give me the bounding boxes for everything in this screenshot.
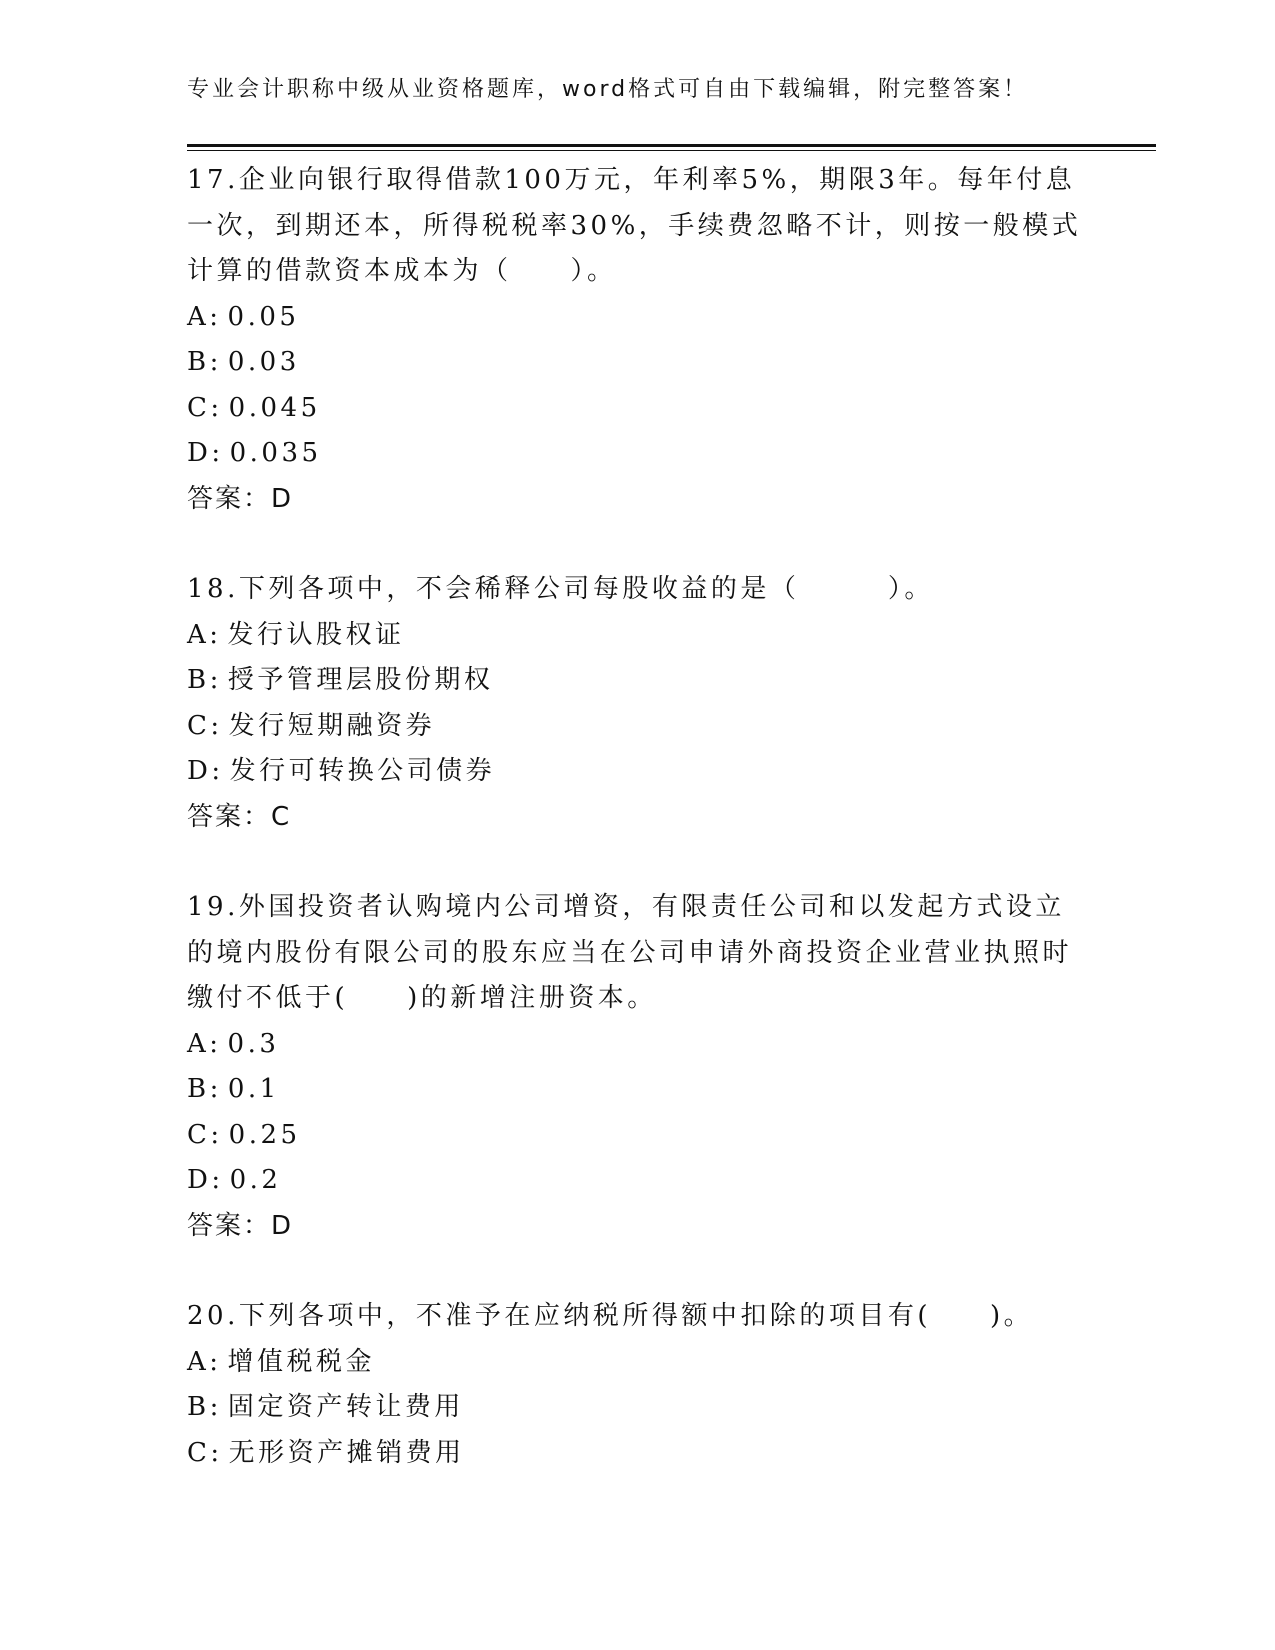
option-text: 0.1 bbox=[227, 1074, 280, 1104]
option-text: 发行短期融资券 bbox=[228, 710, 436, 741]
option-label: A bbox=[187, 619, 210, 650]
option-d: D: 0.2 bbox=[187, 1165, 282, 1195]
header-rule-thin bbox=[187, 150, 1156, 151]
option-label: A bbox=[187, 301, 210, 332]
option-a: A: 发行认股权证 bbox=[187, 619, 405, 650]
option-label: B bbox=[187, 665, 210, 695]
option-b: B: 0.03 bbox=[187, 347, 300, 377]
option-text: 授予管理层股份期权 bbox=[227, 665, 494, 695]
option-a: A: 0.3 bbox=[187, 1028, 280, 1059]
question-text: 20.下列各项中，不准予在应纳税所得额中扣除的项目有( )。 bbox=[187, 1301, 1034, 1331]
option-label: B bbox=[187, 1074, 210, 1104]
option-label: A bbox=[187, 1346, 210, 1377]
option-b: B: 0.1 bbox=[187, 1074, 280, 1104]
option-text: 0.03 bbox=[227, 347, 300, 377]
question-20 bbox=[187, 1294, 1087, 1476]
option-label: B bbox=[187, 347, 210, 377]
answer-text: 答案：D bbox=[187, 1210, 294, 1241]
answer-text: 答案：C bbox=[187, 801, 292, 832]
question-19 bbox=[187, 885, 1087, 1249]
option-text: 0.05 bbox=[227, 301, 300, 332]
option-d: D: 发行可转换公司债券 bbox=[187, 756, 496, 786]
option-label: C bbox=[187, 1119, 211, 1150]
option-c: C: 无形资产摊销费用 bbox=[187, 1437, 465, 1468]
option-b: B: 授予管理层股份期权 bbox=[187, 665, 494, 695]
option-text: 发行可转换公司债券 bbox=[229, 756, 496, 786]
option-c: C: 0.25 bbox=[187, 1119, 301, 1150]
question-text: 19.外国投资者认购境内公司增资，有限责任公司和以发起方式设立的境内股份有限公司的股东应当在公司申请外商投资企业营业执照时缴付不低于( )的新增注册资本。 bbox=[187, 892, 1073, 1013]
question-text: 17.企业向银行取得借款100万元，年利率5%，期限3年。每年付息一次，到期还本，所得税税率30%，手续费忽略不计，则按一般模式计算的借款资本成本为（ ）。 bbox=[187, 165, 1082, 286]
option-text: 0.2 bbox=[229, 1165, 282, 1195]
page-header: 专业会计职称中级从业资格题库，word格式可自由下载编辑，附完整答案！ bbox=[187, 77, 1029, 102]
option-label: D bbox=[187, 756, 212, 786]
option-label: D bbox=[187, 438, 212, 468]
option-c: C: 发行短期融资券 bbox=[187, 710, 436, 741]
option-text: 发行认股权证 bbox=[227, 619, 405, 650]
question-17 bbox=[187, 158, 1087, 522]
option-label: B bbox=[187, 1392, 210, 1422]
header-rule-thick bbox=[187, 144, 1156, 147]
option-text: 无形资产摊销费用 bbox=[228, 1437, 465, 1468]
answer-text: 答案：D bbox=[187, 483, 294, 514]
option-text: 增值税税金 bbox=[227, 1346, 376, 1377]
option-label: C bbox=[187, 392, 211, 423]
option-a: A: 增值税税金 bbox=[187, 1346, 376, 1377]
option-a: A: 0.05 bbox=[187, 301, 300, 332]
option-text: 0.035 bbox=[229, 438, 322, 468]
option-text: 0.25 bbox=[228, 1119, 301, 1150]
option-text: 固定资产转让费用 bbox=[227, 1392, 464, 1422]
question-text: 18.下列各项中，不会稀释公司每股收益的是（ ）。 bbox=[187, 574, 934, 604]
option-d: D: 0.035 bbox=[187, 438, 322, 468]
option-text: 0.3 bbox=[227, 1028, 280, 1059]
option-b: B: 固定资产转让费用 bbox=[187, 1392, 464, 1422]
option-label: C bbox=[187, 710, 211, 741]
option-c: C: 0.045 bbox=[187, 392, 321, 423]
option-label: A bbox=[187, 1028, 210, 1059]
question-list bbox=[187, 158, 1087, 1476]
option-label: D bbox=[187, 1165, 212, 1195]
option-text: 0.045 bbox=[228, 392, 321, 423]
question-18 bbox=[187, 567, 1087, 840]
option-label: C bbox=[187, 1437, 211, 1468]
